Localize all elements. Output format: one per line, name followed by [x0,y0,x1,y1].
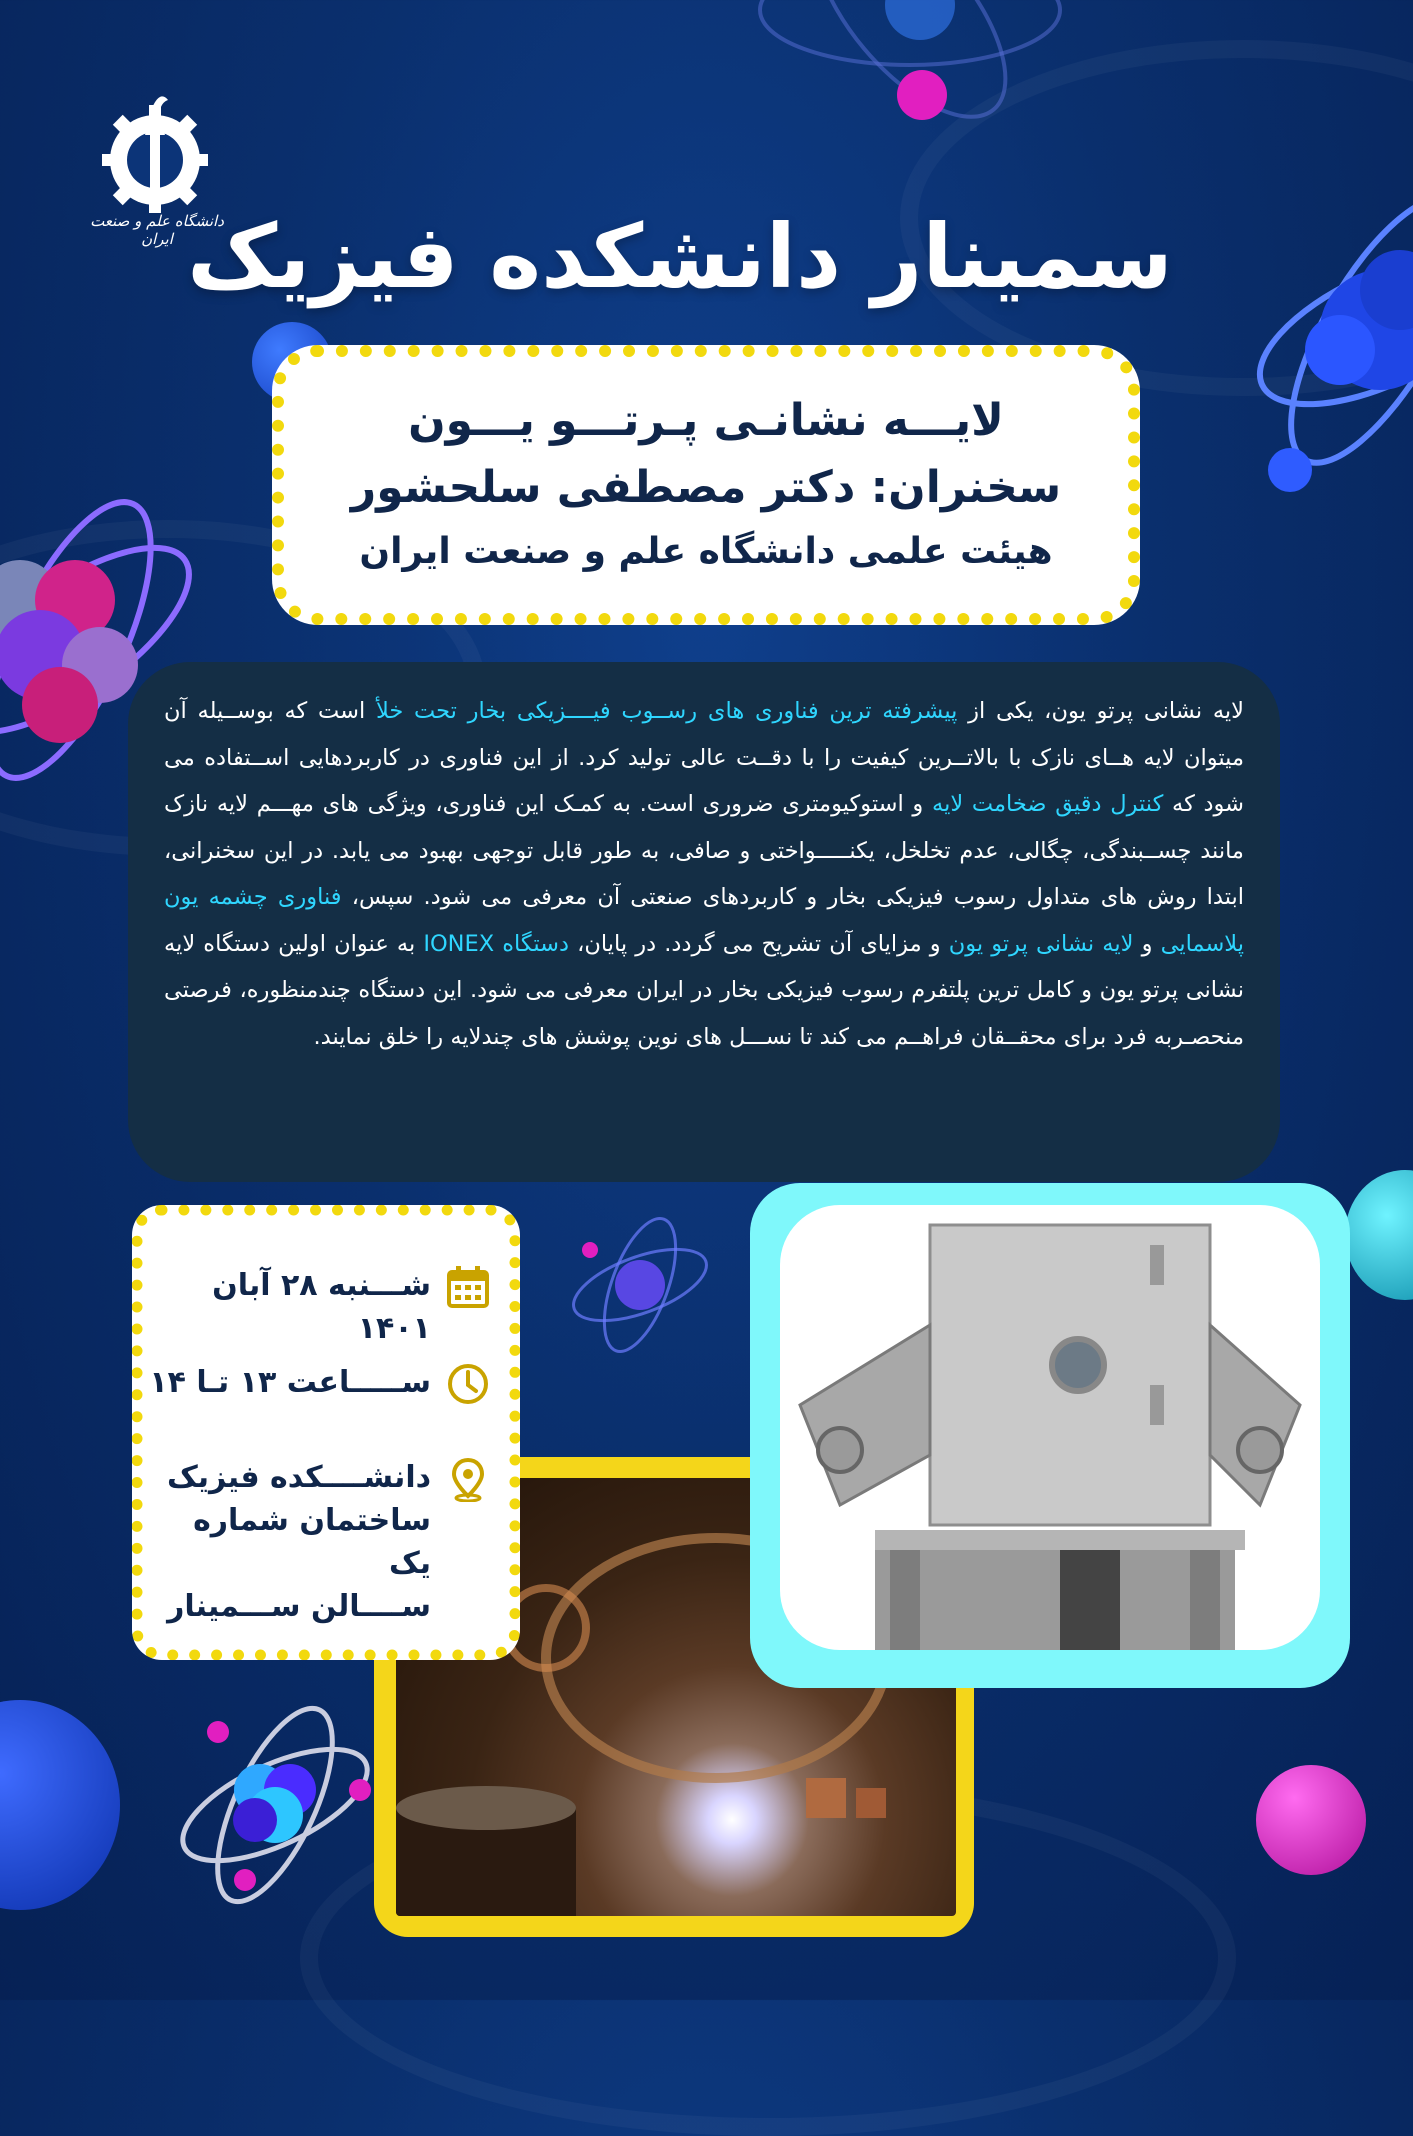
atom-icon [1230,180,1413,550]
location-line: ســــالن ســـمینار [167,1589,431,1624]
desc-highlight: فناوری چشمه یون پلاسمایی [164,884,1244,957]
calendar-icon [445,1264,491,1310]
ionex-device-photo [780,1205,1320,1650]
decor-sphere-cyan [1345,1170,1413,1300]
location-pin-icon [445,1456,491,1502]
event-date: شـــنبه ۲۸ آبان ۱۴۰۱ [212,1268,431,1346]
speaker-affiliation: هیئت علمی دانشگاه علم و صنعت ایران [359,531,1053,572]
event-date-row [143,1264,491,1350]
logo-caption: دانشگاه علم و صنعت ایران [90,212,224,248]
event-details-card [132,1205,520,1660]
seminar-description [128,662,1280,1182]
desc-text: و [1133,930,1161,957]
event-location [143,1456,431,1628]
event-time-row [149,1361,491,1407]
desc-text: و استوکیومتری ضروری است. به کمـک این فناوری، ویژگی های مهـــم لایه نازک مانند چســبندگی، چگالی، عدم تخلخل، یکنـــــواختی و صافی، به طور قابل توجهی بهبود می یابد. در این سخنرانی، ابتدا روش های متداول رسوب فیزیکی بخار و کاربردهای صنعتی آن معرفی می شود. سپس، [164,791,1244,910]
atom-icon [750,0,1170,150]
desc-highlight: کنترل دقیق ضخامت لایه [932,791,1164,817]
topic-card [272,345,1140,625]
atom-icon [560,1210,720,1360]
speaker-name: سخنران: دکتر مصطفی سلحشور [350,462,1062,513]
event-location-row [143,1456,491,1628]
seminar-topic: لایـــه نشانـی پـرتـــو یـــون [408,395,1004,446]
event-time: ســـــاعت ۱۳ تـا ۱۴ [149,1365,431,1400]
decor-sphere-blue [0,1700,120,1910]
page-title: سمینار دانشکده فیزیک [187,205,1173,308]
location-line: دانشــــکده فیزیک [167,1460,431,1495]
location-line: ساختمان شماره یک [193,1503,431,1581]
desc-text: لایه نشانی پرتو یون، یکی از [957,698,1245,724]
desc-text: به عنوان اولین دستگاه لایه نشانی پرتو یون و کامل ترین پلتفرم رسوب فیزیکی بخار در ایران معرفی می شود. این دستگاه چندمنظوره، فرصتی منحصـربه فرد برای محقــقان فراهــم می کند تا نســـل های نوین پوشش های چندلایه را خلق نمایند. [164,930,1244,1050]
decor-sphere-magenta [1256,1765,1366,1875]
desc-highlight: پیشرفته ترین فناوری های رســوب فیــــزیکی بخار تحت خلأ [375,698,958,724]
university-logo [90,80,220,220]
desc-highlight: دستگاه IONEX [423,930,569,957]
clock-icon [445,1361,491,1407]
desc-text: و مزایای آن تشریح می گردد. در پایان، [569,930,949,957]
desc-highlight: لایه نشانی پرتو یون [948,930,1134,957]
desc-text: است که بوســیله آن میتوان لایه هــای نازک با بالاتــرین کیفیت را با دقــت عالی تولید کرد. از این فناوری در کاربردهایی اســتفاده می شود که [164,698,1244,817]
atom-icon [160,1690,390,1920]
